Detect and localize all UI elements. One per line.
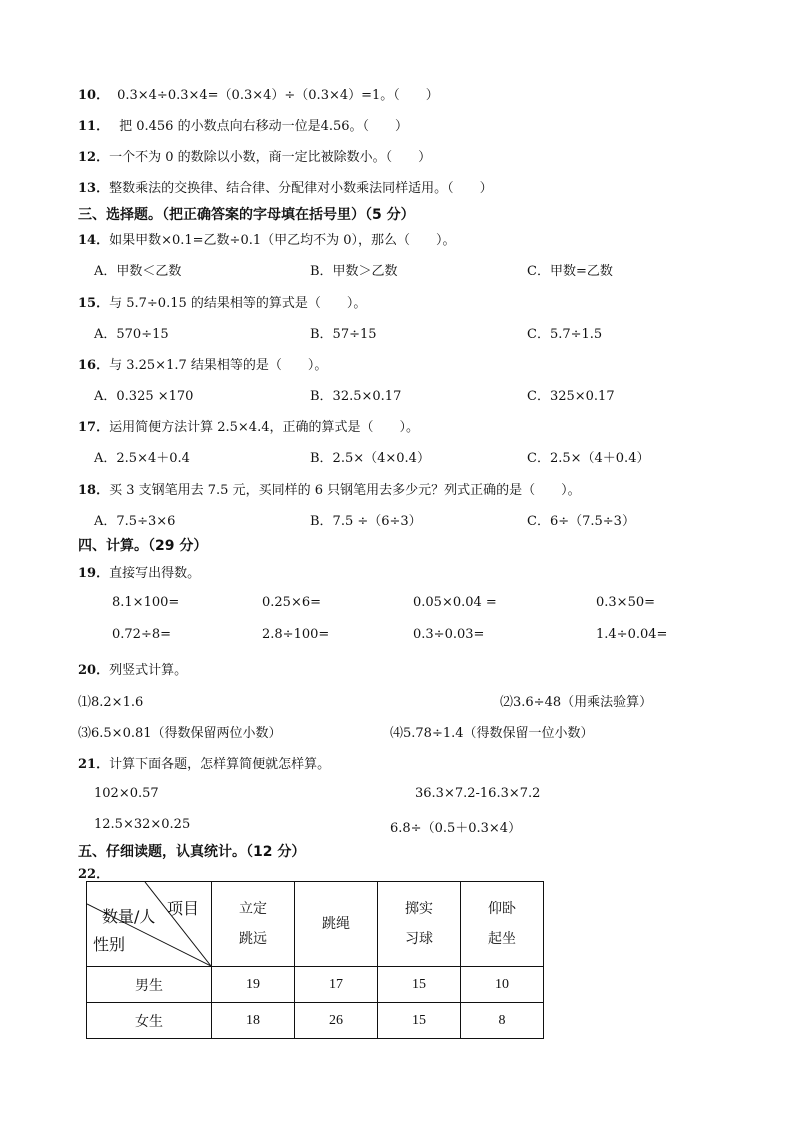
q21-expr-2: 36.3×7.2-16.3×7.2 <box>415 786 541 801</box>
question-10: 10． 0.3×4÷0.3×4=（0.3×4）÷（0.3×4）=1。（ ） <box>78 88 439 103</box>
question-21: 21．计算下面各题，怎样算简便就怎样算。 <box>78 757 331 772</box>
corner-gender-label: 性别 <box>93 935 126 954</box>
q18-option-a: A．7.5÷3×6 <box>94 514 176 529</box>
corner-count-label: 数量/人 <box>102 907 156 926</box>
table-row <box>87 1003 544 1039</box>
row-label-girls: 女生 <box>87 1003 212 1039</box>
question-19: 19．直接写出得数。 <box>78 566 201 581</box>
question-14: 14．如果甲数×0.1=乙数÷0.1（甲乙均不为 0），那么（ ）。 <box>78 233 456 248</box>
table-corner-header <box>87 882 212 967</box>
table-cell: 8 <box>461 1003 544 1039</box>
q20-part-3: ⑶6.5×0.81（得数保留两位小数） <box>78 726 282 741</box>
q19-item: 1.4÷0.04= <box>596 627 668 642</box>
question-18: 18．买 3 支钢笔用去 7.5 元，买同样的 6 只钢笔用去多少元？列式正确的是（ ）。 <box>78 483 581 498</box>
table-cell: 15 <box>378 967 461 1003</box>
section-4-heading: 四、计算。（29 分） <box>78 538 208 554</box>
header-standing-jump: 立定 跳远 <box>212 882 295 967</box>
q17-option-b: B．2.5×（4×0.4） <box>310 451 430 466</box>
statistics-table <box>86 881 544 1039</box>
question-12: 12．一个不为 0 的数除以小数，商一定比被除数小。（ ） <box>78 150 432 165</box>
q14-option-b: B．甲数＞乙数 <box>310 264 398 279</box>
q15-option-c: C．5.7÷1.5 <box>527 327 603 342</box>
q19-item: 0.25×6= <box>262 595 322 610</box>
question-13: 13．整数乘法的交换律、结合律、分配律对小数乘法同样适用。（ ） <box>78 181 493 196</box>
question-20: 20．列竖式计算。 <box>78 663 188 678</box>
q18-option-b: B．7.5 ÷（6÷3） <box>310 514 422 529</box>
q20-part-4: ⑷5.78÷1.4（得数保留一位小数） <box>390 726 594 741</box>
header-shot-put: 掷实 习球 <box>378 882 461 967</box>
table-cell: 10 <box>461 967 544 1003</box>
q14-option-c: C．甲数=乙数 <box>527 264 613 279</box>
question-16: 16．与 3.25×1.7 结果相等的是（ ）。 <box>78 358 328 373</box>
q18-option-c: C．6÷（7.5÷3） <box>527 514 635 529</box>
q15-option-b: B．57÷15 <box>310 327 377 342</box>
q21-expr-1: 102×0.57 <box>94 786 159 801</box>
question-15: 15．与 5.7÷0.15 的结果相等的算式是（ ）。 <box>78 296 367 311</box>
header-sit-ups: 仰卧 起坐 <box>461 882 544 967</box>
table-row <box>87 967 544 1003</box>
q17-option-a: A．2.5×4＋0.4 <box>94 451 190 466</box>
corner-item-label: 项目 <box>167 899 200 918</box>
q21-expr-3: 12.5×32×0.25 <box>94 817 191 832</box>
table-cell: 19 <box>212 967 295 1003</box>
table-cell: 17 <box>295 967 378 1003</box>
q19-item: 0.05×0.04 = <box>413 595 497 610</box>
q19-item: 2.8÷100= <box>262 627 330 642</box>
q14-option-a: A．甲数＜乙数 <box>94 264 182 279</box>
question-17: 17．运用简便方法计算 2.5×4.4，正确的算式是（ ）。 <box>78 420 419 435</box>
question-22-number: 22． <box>78 867 110 882</box>
q19-item: 0.3×50= <box>596 595 656 610</box>
q19-item: 8.1×100= <box>112 595 180 610</box>
question-11: 11． 把 0.456 的小数点向右移动一位是4.56。（ ） <box>78 119 409 134</box>
row-label-boys: 男生 <box>87 967 212 1003</box>
q20-part-1: ⑴8.2×1.6 <box>78 695 144 710</box>
section-3-heading: 三、选择题。（把正确答案的字母填在括号里）（5 分） <box>78 207 415 223</box>
table-cell: 18 <box>212 1003 295 1039</box>
q19-item: 0.3÷0.03= <box>413 627 485 642</box>
q16-option-b: B．32.5×0.17 <box>310 389 402 404</box>
q19-item: 0.72÷8= <box>112 627 172 642</box>
section-5-heading: 五、仔细读题，认真统计。（12 分） <box>78 844 306 860</box>
header-rope-skipping: 跳绳 <box>295 882 378 967</box>
q21-expr-4: 6.8÷（0.5＋0.3×4） <box>390 821 522 836</box>
table-cell: 15 <box>378 1003 461 1039</box>
table-cell: 26 <box>295 1003 378 1039</box>
q20-part-2: ⑵3.6÷48（用乘法验算） <box>500 695 653 710</box>
q16-option-a: A．0.325 ×170 <box>94 389 194 404</box>
q15-option-a: A．570÷15 <box>94 327 169 342</box>
q17-option-c: C．2.5×（4＋0.4） <box>527 451 650 466</box>
q16-option-c: C．325×0.17 <box>527 389 615 404</box>
